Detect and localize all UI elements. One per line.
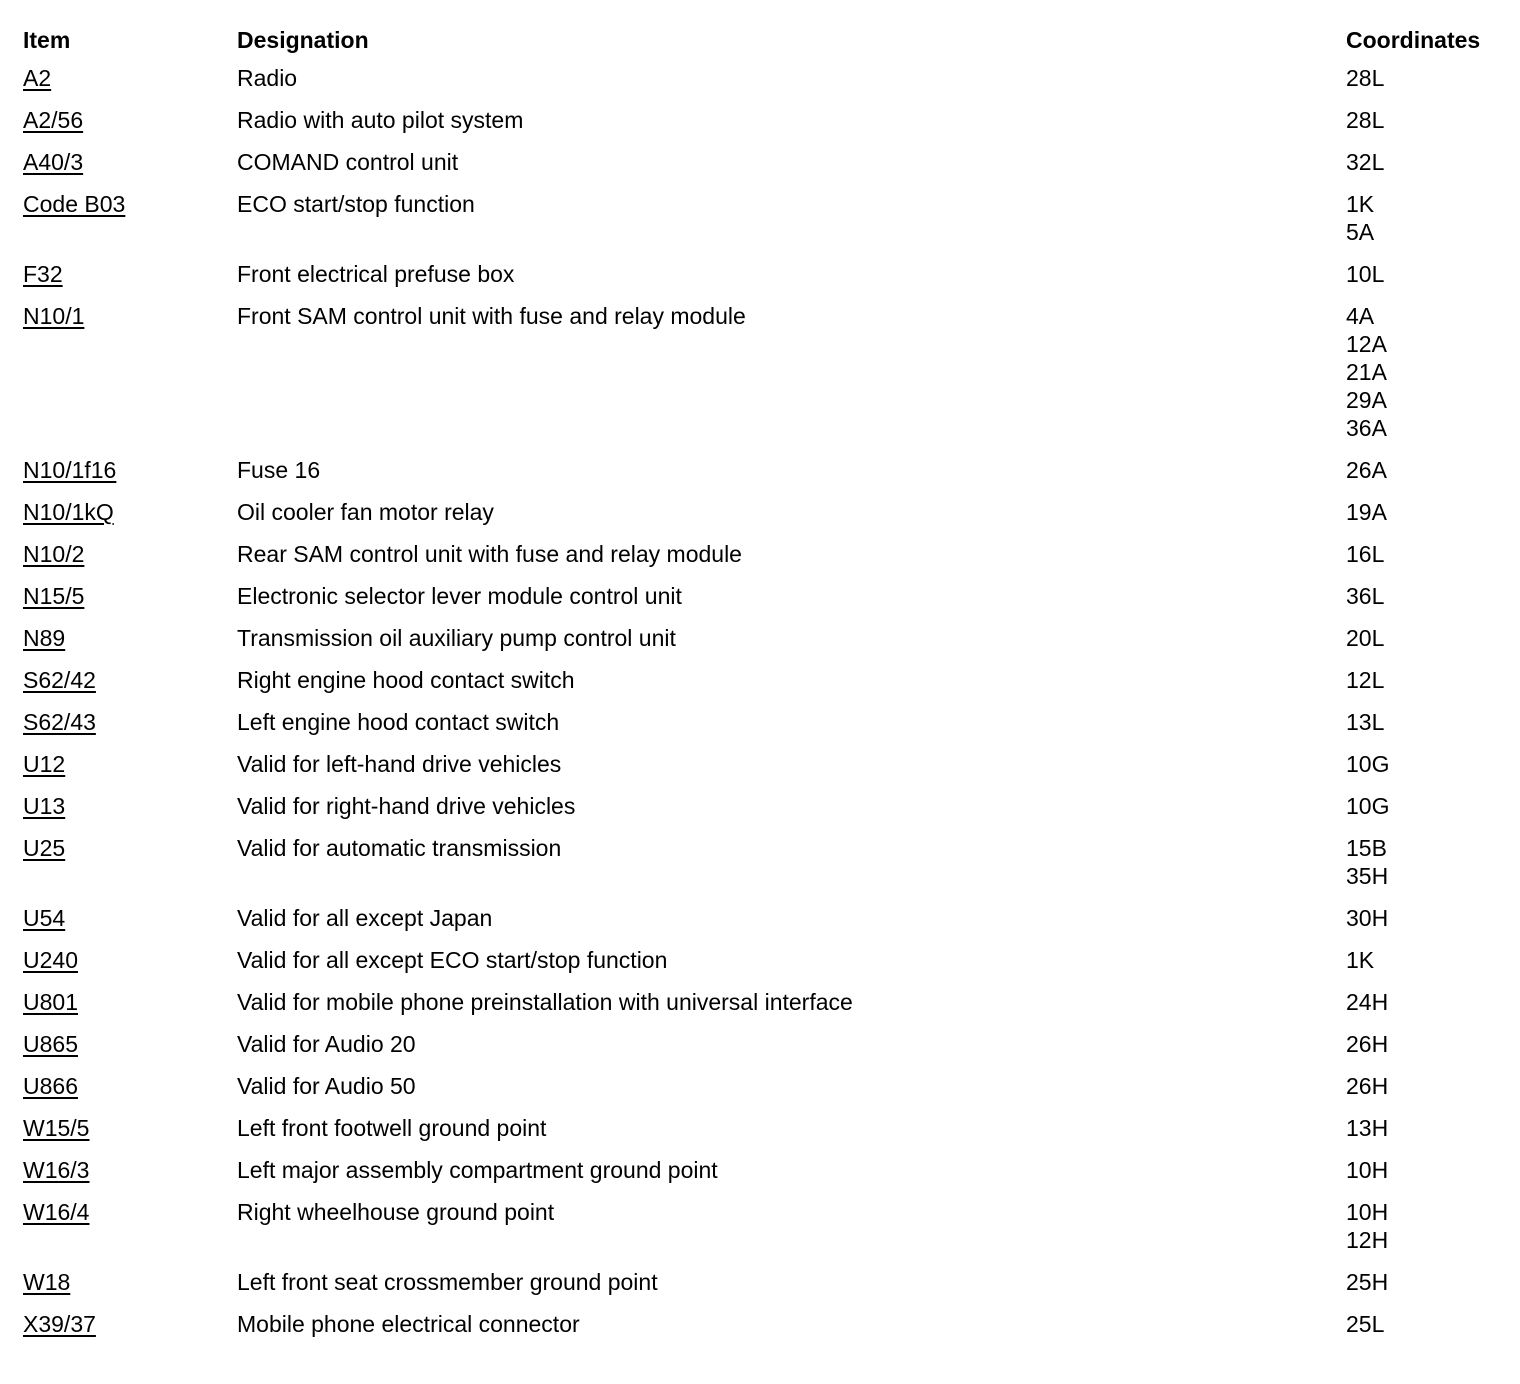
- item-link[interactable]: W16/4: [23, 1199, 90, 1225]
- item-cell: [23, 750, 237, 778]
- coordinate-value: 12L: [1346, 667, 1385, 693]
- item-link[interactable]: S62/43: [23, 709, 96, 735]
- coordinate-value: 13H: [1346, 1115, 1389, 1141]
- designation-cell: Right engine hood contact switch: [237, 667, 575, 693]
- header-item: Item: [23, 27, 71, 53]
- legend-table: [23, 22, 1503, 1352]
- item-link[interactable]: F32: [23, 261, 63, 287]
- coordinate-value: 4A: [1346, 303, 1375, 329]
- coordinates-cell: [1346, 624, 1503, 652]
- designation-cell: COMAND control unit: [237, 149, 459, 175]
- table-row: [23, 456, 1503, 498]
- item-link[interactable]: U25: [23, 835, 66, 861]
- designation-cell: Oil cooler fan motor relay: [237, 499, 494, 525]
- coordinate-value: 12H: [1346, 1227, 1389, 1253]
- designation-cell: Left major assembly compartment ground point: [237, 1157, 718, 1183]
- designation-cell: Left front footwell ground point: [237, 1115, 547, 1141]
- designation-cell: Valid for mobile phone preinstallation with universal interface: [237, 989, 853, 1015]
- coordinates-cell: [1346, 1310, 1503, 1338]
- designation-cell: Fuse 16: [237, 457, 321, 483]
- table-row: [23, 1072, 1503, 1114]
- item-cell: [23, 190, 237, 218]
- coordinates-cell: [1346, 540, 1503, 568]
- table-row: [23, 106, 1503, 148]
- coordinate-value: 15B: [1346, 835, 1387, 861]
- designation-cell: Valid for automatic transmission: [237, 835, 562, 861]
- coordinate-value: 29A: [1346, 387, 1387, 413]
- item-link[interactable]: W16/3: [23, 1157, 90, 1183]
- coordinates-cell: [1346, 190, 1503, 246]
- table-row: [23, 666, 1503, 708]
- designation-cell: Radio: [237, 65, 298, 91]
- header-designation: Designation: [237, 27, 369, 53]
- coordinate-value: 10G: [1346, 793, 1390, 819]
- item-link[interactable]: U12: [23, 751, 66, 777]
- table-row: [23, 946, 1503, 988]
- item-cell: [23, 708, 237, 736]
- table-row: [23, 1156, 1503, 1198]
- coordinates-cell: [1346, 302, 1503, 442]
- item-link[interactable]: X39/37: [23, 1311, 96, 1337]
- item-link[interactable]: A2: [23, 65, 52, 91]
- item-cell: [23, 540, 237, 568]
- table-row: [23, 582, 1503, 624]
- coordinate-value: 16L: [1346, 541, 1385, 567]
- coordinate-value: 19A: [1346, 499, 1387, 525]
- designation-cell: Transmission oil auxiliary pump control unit: [237, 625, 676, 651]
- coordinate-value: 25H: [1346, 1269, 1389, 1295]
- item-cell: [23, 456, 237, 484]
- coordinates-cell: [1346, 834, 1503, 890]
- coordinate-value: 10H: [1346, 1199, 1389, 1225]
- coordinates-cell: [1346, 582, 1503, 610]
- coordinate-value: 26H: [1346, 1073, 1389, 1099]
- item-link[interactable]: U240: [23, 947, 78, 973]
- coordinate-value: 28L: [1346, 65, 1385, 91]
- item-link[interactable]: U54: [23, 905, 66, 931]
- item-cell: [23, 946, 237, 974]
- designation-cell: Left front seat crossmember ground point: [237, 1269, 658, 1295]
- coordinate-value: 1K: [1346, 947, 1375, 973]
- item-link[interactable]: N10/2: [23, 541, 85, 567]
- item-link[interactable]: N10/1f16: [23, 457, 117, 483]
- coordinates-cell: [1346, 792, 1503, 820]
- coordinates-cell: [1346, 708, 1503, 736]
- coordinates-cell: [1346, 1072, 1503, 1100]
- item-cell: [23, 666, 237, 694]
- designation-cell: Mobile phone electrical connector: [237, 1311, 580, 1337]
- designation-cell: Front electrical prefuse box: [237, 261, 515, 287]
- coordinates-cell: [1346, 1268, 1503, 1296]
- table-row: [23, 904, 1503, 946]
- item-link[interactable]: N15/5: [23, 583, 85, 609]
- item-link[interactable]: W18: [23, 1269, 71, 1295]
- designation-cell: Electronic selector lever module control unit: [237, 583, 682, 609]
- item-cell: [23, 1198, 237, 1226]
- item-cell: [23, 148, 237, 176]
- coordinate-value: 25L: [1346, 1311, 1385, 1337]
- header-row: [23, 22, 1503, 64]
- item-cell: [23, 582, 237, 610]
- item-link[interactable]: S62/42: [23, 667, 96, 693]
- table-row: [23, 148, 1503, 190]
- coordinates-cell: [1346, 988, 1503, 1016]
- coordinates-cell: [1346, 750, 1503, 778]
- table-row: [23, 1030, 1503, 1072]
- table-row: [23, 1198, 1503, 1268]
- item-link[interactable]: U866: [23, 1073, 78, 1099]
- designation-cell: ECO start/stop function: [237, 191, 475, 217]
- item-cell: [23, 904, 237, 932]
- item-cell: [23, 1030, 237, 1058]
- item-link[interactable]: W15/5: [23, 1115, 90, 1141]
- designation-cell: Front SAM control unit with fuse and relay module: [237, 303, 746, 329]
- coordinate-value: 32L: [1346, 149, 1385, 175]
- coordinate-value: 20L: [1346, 625, 1385, 651]
- item-link[interactable]: A2/56: [23, 107, 84, 133]
- item-cell: [23, 106, 237, 134]
- coordinates-cell: [1346, 260, 1503, 288]
- coordinate-value: 35H: [1346, 863, 1389, 889]
- item-cell: [23, 624, 237, 652]
- item-link[interactable]: A40/3: [23, 149, 84, 175]
- table-row: [23, 302, 1503, 456]
- item-cell: [23, 1072, 237, 1100]
- item-cell: [23, 1310, 237, 1338]
- designation-cell: Valid for right-hand drive vehicles: [237, 793, 576, 819]
- designation-cell: Valid for left-hand drive vehicles: [237, 751, 562, 777]
- designation-cell: Valid for Audio 20: [237, 1031, 416, 1057]
- coordinates-cell: [1346, 904, 1503, 932]
- coordinates-cell: [1346, 148, 1503, 176]
- item-cell: [23, 1268, 237, 1296]
- designation-cell: Valid for Audio 50: [237, 1073, 416, 1099]
- coordinates-cell: [1346, 1156, 1503, 1184]
- item-link[interactable]: Code B03: [23, 191, 126, 217]
- coordinate-value: 28L: [1346, 107, 1385, 133]
- coordinates-cell: [1346, 106, 1503, 134]
- coordinate-value: 36L: [1346, 583, 1385, 609]
- table-body: [23, 64, 1503, 1352]
- table-row: [23, 834, 1503, 904]
- coordinates-cell: [1346, 456, 1503, 484]
- designation-cell: Left engine hood contact switch: [237, 709, 560, 735]
- table-row: [23, 190, 1503, 260]
- coordinate-value: 10G: [1346, 751, 1390, 777]
- coordinates-cell: [1346, 498, 1503, 526]
- table-row: [23, 540, 1503, 582]
- coordinates-cell: [1346, 1198, 1503, 1254]
- coordinates-cell: [1346, 666, 1503, 694]
- item-cell: [23, 1114, 237, 1142]
- item-link[interactable]: U865: [23, 1031, 78, 1057]
- coordinates-cell: [1346, 1030, 1503, 1058]
- coordinate-value: 10H: [1346, 1157, 1389, 1183]
- designation-cell: Valid for all except ECO start/stop function: [237, 947, 668, 973]
- item-link[interactable]: U801: [23, 989, 78, 1015]
- item-link[interactable]: N89: [23, 625, 66, 651]
- coordinate-value: 1K: [1346, 191, 1375, 217]
- coordinate-value: 26A: [1346, 457, 1387, 483]
- coordinate-value: 26H: [1346, 1031, 1389, 1057]
- table-row: [23, 498, 1503, 540]
- item-cell: [23, 1156, 237, 1184]
- item-cell: [23, 260, 237, 288]
- designation-cell: Rear SAM control unit with fuse and relay module: [237, 541, 742, 567]
- item-cell: [23, 988, 237, 1016]
- designation-cell: Valid for all except Japan: [237, 905, 493, 931]
- table-row: [23, 1310, 1503, 1352]
- table-row: [23, 64, 1503, 106]
- coordinate-value: 21A: [1346, 359, 1387, 385]
- item-link[interactable]: N10/1: [23, 303, 85, 329]
- item-cell: [23, 834, 237, 862]
- header-coordinates: Coordinates: [1346, 27, 1481, 53]
- table-row: [23, 988, 1503, 1030]
- item-link[interactable]: N10/1kQ: [23, 499, 114, 525]
- item-cell: [23, 64, 237, 92]
- coordinate-value: 12A: [1346, 331, 1387, 357]
- item-cell: [23, 792, 237, 820]
- item-cell: [23, 302, 237, 330]
- item-cell: [23, 498, 237, 526]
- designation-cell: Right wheelhouse ground point: [237, 1199, 555, 1225]
- coordinates-cell: [1346, 1114, 1503, 1142]
- table-row: [23, 260, 1503, 302]
- table-row: [23, 708, 1503, 750]
- coordinates-cell: [1346, 64, 1503, 92]
- table-row: [23, 750, 1503, 792]
- coordinate-value: 10L: [1346, 261, 1385, 287]
- table-row: [23, 1268, 1503, 1310]
- coordinate-value: 5A: [1346, 219, 1375, 245]
- table-row: [23, 1114, 1503, 1156]
- table-row: [23, 792, 1503, 834]
- coordinate-value: 36A: [1346, 415, 1387, 441]
- coordinate-value: 30H: [1346, 905, 1389, 931]
- coordinate-value: 13L: [1346, 709, 1385, 735]
- table-row: [23, 624, 1503, 666]
- designation-cell: Radio with auto pilot system: [237, 107, 524, 133]
- coordinate-value: 24H: [1346, 989, 1389, 1015]
- coordinates-cell: [1346, 946, 1503, 974]
- item-link[interactable]: U13: [23, 793, 66, 819]
